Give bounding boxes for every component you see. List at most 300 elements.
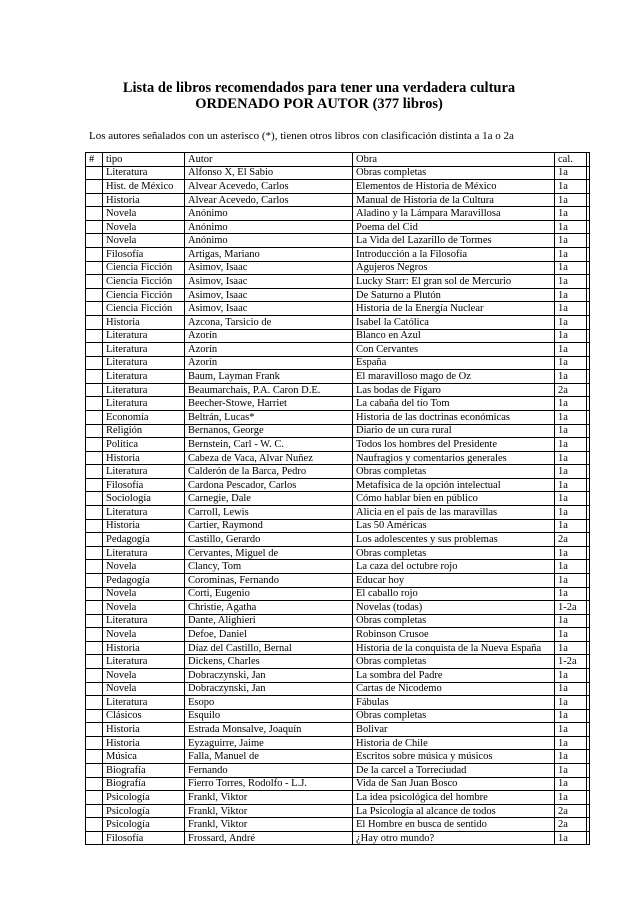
- cell-number: [86, 723, 103, 737]
- row-edge: [587, 288, 590, 302]
- cell-number: [86, 302, 103, 316]
- cell-number: [86, 614, 103, 628]
- row-edge: [587, 723, 590, 737]
- cell-number: [86, 397, 103, 411]
- cell-obra: Agujeros Negros: [353, 261, 555, 275]
- cell-cal: 2a: [555, 383, 587, 397]
- table-row: [86, 478, 590, 492]
- cell-autor: Anónimo: [185, 234, 353, 248]
- cell-number: [86, 315, 103, 329]
- cell-cal: 1-2a: [555, 655, 587, 669]
- cell-cal: 1a: [555, 451, 587, 465]
- cell-number: [86, 506, 103, 520]
- title-line-1: Lista de libros recomendados para tener una verdadera cultura: [122, 80, 516, 96]
- table-row: [86, 438, 590, 452]
- row-edge: [587, 410, 590, 424]
- cell-cal: 1a: [555, 478, 587, 492]
- table-row: [86, 628, 590, 642]
- cell-autor: Asimov, Isaac: [185, 302, 353, 316]
- cell-number: [86, 709, 103, 723]
- row-edge: [587, 492, 590, 506]
- cell-number: [86, 682, 103, 696]
- cell-obra: Escritos sobre música y músicos: [353, 750, 555, 764]
- cell-tipo: Psicología: [103, 804, 185, 818]
- cell-number: [86, 696, 103, 710]
- table-row: [86, 261, 590, 275]
- table-row: [86, 234, 590, 248]
- row-edge: [587, 709, 590, 723]
- cell-obra: La sombra del Padre: [353, 668, 555, 682]
- cell-obra: Robinson Crusoe: [353, 628, 555, 642]
- cell-autor: Asimov, Isaac: [185, 261, 353, 275]
- cell-tipo: Novela: [103, 682, 185, 696]
- cell-autor: Alvear Acevedo, Carlos: [185, 180, 353, 194]
- table-row: [86, 804, 590, 818]
- cell-cal: 2a: [555, 818, 587, 832]
- cell-number: [86, 777, 103, 791]
- cell-autor: Fernando: [185, 764, 353, 778]
- cell-number: [86, 261, 103, 275]
- row-edge: [587, 315, 590, 329]
- row-edge: [587, 777, 590, 791]
- cell-number: [86, 180, 103, 194]
- cell-autor: Clancy, Tom: [185, 560, 353, 574]
- cell-cal: 1a: [555, 750, 587, 764]
- row-edge: [587, 764, 590, 778]
- cell-obra: Obras completas: [353, 709, 555, 723]
- cell-obra: Naufragios y comentarios generales: [353, 451, 555, 465]
- cell-obra: Poema del Cid: [353, 220, 555, 234]
- cell-autor: Dickens, Charles: [185, 655, 353, 669]
- cell-autor: Asimov, Isaac: [185, 275, 353, 289]
- cell-obra: Blanco en Azul: [353, 329, 555, 343]
- cell-obra: Aladino y la Lámpara Maravillosa: [353, 207, 555, 221]
- cell-tipo: Ciencia Ficción: [103, 275, 185, 289]
- cell-cal: 1a: [555, 288, 587, 302]
- table-row: [86, 329, 590, 343]
- cell-cal: 1a: [555, 560, 587, 574]
- cell-cal: 1a: [555, 791, 587, 805]
- cell-obra: Historia de Chile: [353, 736, 555, 750]
- cell-autor: Dobraczynski, Jan: [185, 682, 353, 696]
- row-edge: [587, 180, 590, 194]
- cell-obra: La caza del octubre rojo: [353, 560, 555, 574]
- row-edge: [587, 560, 590, 574]
- cell-autor: Beaumarchais, P.A. Caron D.E.: [185, 383, 353, 397]
- table-row: [86, 519, 590, 533]
- cell-cal: 1a: [555, 519, 587, 533]
- table-row: [86, 818, 590, 832]
- cell-obra: Las bodas de Fígaro: [353, 383, 555, 397]
- table-row: [86, 193, 590, 207]
- cell-obra: Obras completas: [353, 614, 555, 628]
- row-edge: [587, 641, 590, 655]
- cell-tipo: Economía: [103, 410, 185, 424]
- cell-cal: 1a: [555, 641, 587, 655]
- row-edge: [587, 668, 590, 682]
- cell-autor: Esquilo: [185, 709, 353, 723]
- row-edge: [587, 533, 590, 547]
- cell-number: [86, 668, 103, 682]
- row-edge: [587, 831, 590, 845]
- cell-obra: Introducción a la Filosofía: [353, 248, 555, 262]
- cell-autor: Cartier, Raymond: [185, 519, 353, 533]
- cell-cal: 1a: [555, 302, 587, 316]
- cell-autor: Díaz del Castillo, Bernal: [185, 641, 353, 655]
- cell-obra: Elementos de Historia de México: [353, 180, 555, 194]
- cell-tipo: Literatura: [103, 329, 185, 343]
- cell-number: [86, 519, 103, 533]
- cell-autor: Azcona, Tarsicio de: [185, 315, 353, 329]
- cell-obra: Todos los hombres del Presidente: [353, 438, 555, 452]
- book-table: [85, 152, 590, 845]
- cell-number: [86, 207, 103, 221]
- table-row: [86, 560, 590, 574]
- cell-tipo: Hist. de México: [103, 180, 185, 194]
- table-row: [86, 614, 590, 628]
- cell-autor: Eyzaguirre, Jaime: [185, 736, 353, 750]
- cell-obra: Fábulas: [353, 696, 555, 710]
- table-row: [86, 777, 590, 791]
- cell-obra: El maravilloso mago de Oz: [353, 370, 555, 384]
- cell-number: [86, 804, 103, 818]
- cell-number: [86, 234, 103, 248]
- cell-autor: Cabeza de Vaca, Alvar Nuñez: [185, 451, 353, 465]
- row-edge: [587, 343, 590, 357]
- cell-autor: Cervantes, Miguel de: [185, 546, 353, 560]
- cell-tipo: Novela: [103, 207, 185, 221]
- cell-obra: La idea psicológica del hombre: [353, 791, 555, 805]
- cell-tipo: Clásicos: [103, 709, 185, 723]
- cell-cal: 1a: [555, 220, 587, 234]
- document-title: [0, 80, 638, 112]
- cell-number: [86, 166, 103, 180]
- cell-cal: 1a: [555, 397, 587, 411]
- cell-autor: Anónimo: [185, 207, 353, 221]
- cell-tipo: Literatura: [103, 166, 185, 180]
- cell-tipo: Literatura: [103, 397, 185, 411]
- cell-autor: Baum, Layman Frank: [185, 370, 353, 384]
- cell-tipo: Literatura: [103, 343, 185, 357]
- cell-obra: Con Cervantes: [353, 343, 555, 357]
- table-row: [86, 764, 590, 778]
- table-row: [86, 723, 590, 737]
- cell-tipo: Literatura: [103, 383, 185, 397]
- table-row: [86, 207, 590, 221]
- cell-cal: 1a: [555, 166, 587, 180]
- cell-tipo: Pedagogía: [103, 533, 185, 547]
- cell-obra: Alicia en el país de las maravillas: [353, 506, 555, 520]
- cell-tipo: Novela: [103, 628, 185, 642]
- table-row: [86, 424, 590, 438]
- cell-cal: 1a: [555, 573, 587, 587]
- row-edge: [587, 220, 590, 234]
- cell-number: [86, 343, 103, 357]
- row-edge: [587, 302, 590, 316]
- cell-cal: 1a: [555, 709, 587, 723]
- row-edge: [587, 791, 590, 805]
- cell-tipo: Literatura: [103, 370, 185, 384]
- cell-tipo: Psicología: [103, 791, 185, 805]
- cell-tipo: Ciencia Ficción: [103, 288, 185, 302]
- cell-tipo: Literatura: [103, 506, 185, 520]
- table-row: [86, 601, 590, 615]
- cell-cal: 1a: [555, 506, 587, 520]
- row-edge: [587, 614, 590, 628]
- cell-cal: 1a: [555, 723, 587, 737]
- table-header-row: [86, 153, 590, 167]
- cell-cal: 1a: [555, 764, 587, 778]
- cell-tipo: Novela: [103, 601, 185, 615]
- header-cal: cal.: [555, 153, 587, 167]
- cell-obra: Cartas de Nicodemo: [353, 682, 555, 696]
- cell-tipo: Ciencia Ficción: [103, 261, 185, 275]
- asterisk-note: Los autores señalados con un asterisco (*), tienen otros libros con clasificación distinta a 1a o 2a: [89, 130, 514, 142]
- row-edge: [587, 275, 590, 289]
- table-row: [86, 451, 590, 465]
- row-edge: [587, 166, 590, 180]
- cell-cal: 2a: [555, 533, 587, 547]
- cell-autor: Frankl, Viktor: [185, 791, 353, 805]
- cell-tipo: Historia: [103, 641, 185, 655]
- row-edge: [587, 329, 590, 343]
- row-edge: [587, 207, 590, 221]
- cell-tipo: Historia: [103, 451, 185, 465]
- cell-autor: Carnegie, Dale: [185, 492, 353, 506]
- cell-obra: La Psicología al alcance de todos: [353, 804, 555, 818]
- table-row: [86, 492, 590, 506]
- cell-autor: Anónimo: [185, 220, 353, 234]
- cell-number: [86, 750, 103, 764]
- cell-cal: 1a: [555, 465, 587, 479]
- cell-autor: Azorín: [185, 356, 353, 370]
- row-edge: [587, 424, 590, 438]
- table-row: [86, 315, 590, 329]
- cell-cal: 1a: [555, 736, 587, 750]
- cell-number: [86, 546, 103, 560]
- cell-tipo: Psicología: [103, 818, 185, 832]
- cell-tipo: Historia: [103, 519, 185, 533]
- table-row: [86, 791, 590, 805]
- table-row: [86, 370, 590, 384]
- cell-number: [86, 628, 103, 642]
- cell-number: [86, 560, 103, 574]
- cell-obra: El caballo rojo: [353, 587, 555, 601]
- cell-tipo: Filosofía: [103, 831, 185, 845]
- row-edge: [587, 506, 590, 520]
- cell-number: [86, 220, 103, 234]
- cell-autor: Frankl, Viktor: [185, 818, 353, 832]
- cell-obra: Bolivar: [353, 723, 555, 737]
- row-edge: [587, 750, 590, 764]
- cell-tipo: Pedagogía: [103, 573, 185, 587]
- table-row: [86, 180, 590, 194]
- cell-autor: Azorín: [185, 329, 353, 343]
- cell-number: [86, 451, 103, 465]
- cell-cal: 1a: [555, 193, 587, 207]
- cell-number: [86, 465, 103, 479]
- cell-obra: Historia de la Energía Nuclear: [353, 302, 555, 316]
- cell-obra: La cabaña del tío Tom: [353, 397, 555, 411]
- row-edge: [587, 804, 590, 818]
- table-row: [86, 465, 590, 479]
- table-row: [86, 546, 590, 560]
- cell-autor: Corti, Eugenio: [185, 587, 353, 601]
- cell-autor: Falla, Manuel de: [185, 750, 353, 764]
- table-row: [86, 831, 590, 845]
- cell-cal: 1a: [555, 343, 587, 357]
- cell-cal: 1a: [555, 180, 587, 194]
- row-edge: [587, 519, 590, 533]
- cell-obra: España: [353, 356, 555, 370]
- table-row: [86, 397, 590, 411]
- cell-cal: 1a: [555, 831, 587, 845]
- row-edge: [587, 478, 590, 492]
- cell-obra: El Hombre en busca de sentido: [353, 818, 555, 832]
- cell-autor: Fierro Torres, Rodolfo - L.J.: [185, 777, 353, 791]
- cell-tipo: Novela: [103, 560, 185, 574]
- table-row: [86, 750, 590, 764]
- row-edge: [587, 682, 590, 696]
- cell-autor: Carroll, Lewis: [185, 506, 353, 520]
- cell-cal: 1a: [555, 356, 587, 370]
- cell-number: [86, 356, 103, 370]
- cell-tipo: Literatura: [103, 356, 185, 370]
- cell-number: [86, 193, 103, 207]
- cell-obra: Lucky Starr: El gran sol de Mercurio: [353, 275, 555, 289]
- cell-obra: De la carcel a Torreciudad: [353, 764, 555, 778]
- cell-number: [86, 533, 103, 547]
- table-row: [86, 655, 590, 669]
- cell-cal: 1a: [555, 492, 587, 506]
- table-row: [86, 736, 590, 750]
- cell-number: [86, 275, 103, 289]
- cell-tipo: Sociología: [103, 492, 185, 506]
- cell-tipo: Música: [103, 750, 185, 764]
- cell-autor: Corominas, Fernando: [185, 573, 353, 587]
- cell-cal: 1a: [555, 315, 587, 329]
- cell-tipo: Religión: [103, 424, 185, 438]
- table-row: [86, 356, 590, 370]
- cell-tipo: Literatura: [103, 614, 185, 628]
- cell-autor: Azorín: [185, 343, 353, 357]
- row-edge: [587, 193, 590, 207]
- cell-cal: 1a: [555, 546, 587, 560]
- row-edge: [587, 546, 590, 560]
- cell-autor: Esopo: [185, 696, 353, 710]
- cell-number: [86, 573, 103, 587]
- cell-obra: Historia de la conquista de la Nueva España: [353, 641, 555, 655]
- cell-cal: 1a: [555, 777, 587, 791]
- cell-cal: 1a: [555, 614, 587, 628]
- cell-autor: Cardona Pescador, Carlos: [185, 478, 353, 492]
- cell-autor: Beltrán, Lucas*: [185, 410, 353, 424]
- cell-tipo: Política: [103, 438, 185, 452]
- cell-number: [86, 478, 103, 492]
- table-row: [86, 696, 590, 710]
- table-row: [86, 302, 590, 316]
- cell-tipo: Biografía: [103, 764, 185, 778]
- cell-autor: Frossard, André: [185, 831, 353, 845]
- cell-tipo: Novela: [103, 220, 185, 234]
- cell-number: [86, 831, 103, 845]
- row-edge: [587, 383, 590, 397]
- cell-autor: Dante, Alighieri: [185, 614, 353, 628]
- cell-obra: Diario de un cura rural: [353, 424, 555, 438]
- cell-obra: Metafísica de la opción intelectual: [353, 478, 555, 492]
- row-edge: [587, 628, 590, 642]
- row-edge: [587, 655, 590, 669]
- cell-cal: 1a: [555, 207, 587, 221]
- table-row: [86, 668, 590, 682]
- cell-tipo: Historia: [103, 723, 185, 737]
- table-row: [86, 248, 590, 262]
- cell-number: [86, 601, 103, 615]
- cell-tipo: Literatura: [103, 546, 185, 560]
- row-edge: [587, 601, 590, 615]
- table-row: [86, 220, 590, 234]
- row-edge: [587, 397, 590, 411]
- cell-cal: 1a: [555, 438, 587, 452]
- cell-obra: Obras completas: [353, 546, 555, 560]
- row-edge: [587, 261, 590, 275]
- cell-tipo: Literatura: [103, 655, 185, 669]
- cell-cal: 1-2a: [555, 601, 587, 615]
- cell-obra: Obras completas: [353, 465, 555, 479]
- cell-cal: 1a: [555, 628, 587, 642]
- row-edge: [587, 248, 590, 262]
- cell-tipo: Biografía: [103, 777, 185, 791]
- cell-cal: 1a: [555, 696, 587, 710]
- cell-autor: Bernstein, Carl - W. C.: [185, 438, 353, 452]
- cell-tipo: Literatura: [103, 696, 185, 710]
- cell-cal: 1a: [555, 424, 587, 438]
- table-row: [86, 410, 590, 424]
- cell-autor: Frankl, Viktor: [185, 804, 353, 818]
- table-row: [86, 166, 590, 180]
- cell-cal: 1a: [555, 682, 587, 696]
- row-edge: [587, 736, 590, 750]
- cell-number: [86, 736, 103, 750]
- cell-obra: Cómo hablar bien en público: [353, 492, 555, 506]
- cell-cal: 1a: [555, 329, 587, 343]
- row-edge: [587, 818, 590, 832]
- cell-autor: Artigas, Mariano: [185, 248, 353, 262]
- cell-obra: Historia de las doctrinas económicas: [353, 410, 555, 424]
- cell-number: [86, 329, 103, 343]
- table-row: [86, 709, 590, 723]
- cell-obra: Obras completas: [353, 655, 555, 669]
- cell-autor: Asimov, Isaac: [185, 288, 353, 302]
- cell-tipo: Historia: [103, 193, 185, 207]
- cell-obra: Los adolescentes y sus problemas: [353, 533, 555, 547]
- table-row: [86, 641, 590, 655]
- cell-number: [86, 587, 103, 601]
- cell-autor: Alfonso X, El Sabio: [185, 166, 353, 180]
- cell-number: [86, 288, 103, 302]
- cell-autor: Defoe, Daniel: [185, 628, 353, 642]
- row-edge: [587, 573, 590, 587]
- cell-cal: 1a: [555, 234, 587, 248]
- cell-obra: Obras completas: [353, 166, 555, 180]
- cell-autor: Beecher-Stowe, Harriet: [185, 397, 353, 411]
- cell-tipo: Filosofía: [103, 248, 185, 262]
- cell-cal: 1a: [555, 370, 587, 384]
- cell-tipo: Ciencia Ficción: [103, 302, 185, 316]
- cell-tipo: Filosofía: [103, 478, 185, 492]
- cell-obra: Las 50 Américas: [353, 519, 555, 533]
- row-edge: [587, 465, 590, 479]
